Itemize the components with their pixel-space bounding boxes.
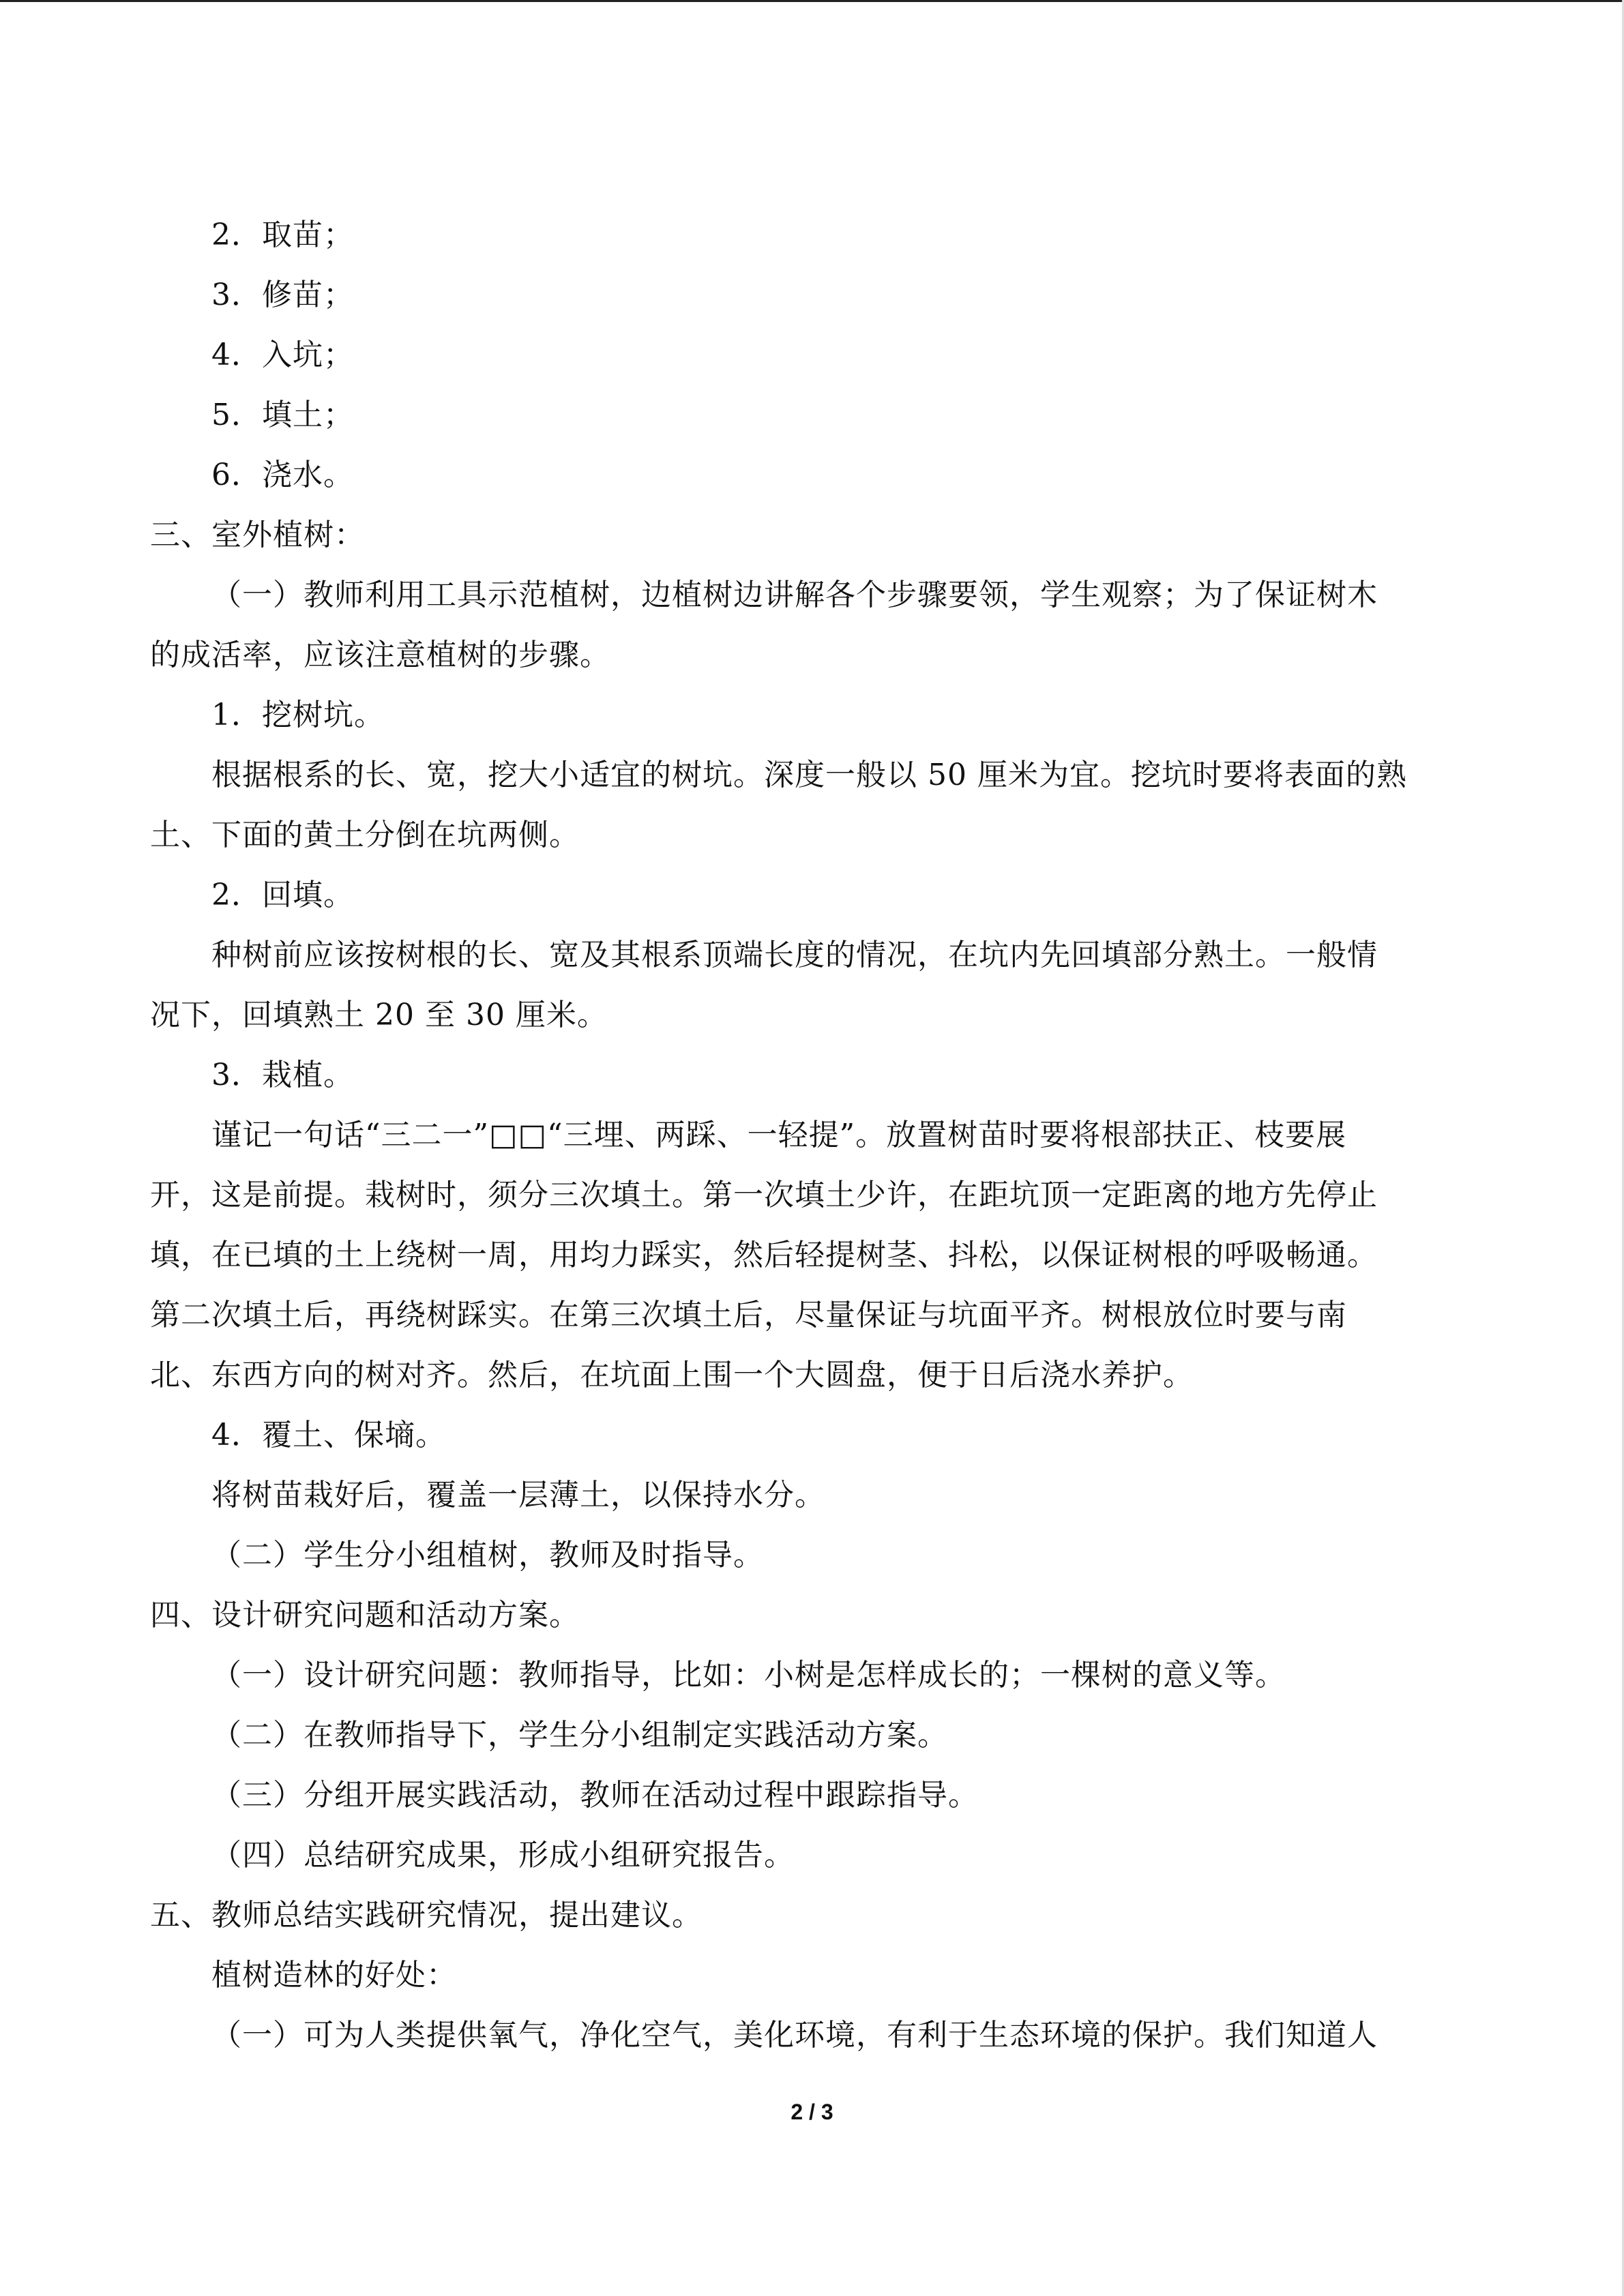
text-line: （一）可为人类提供氧气，净化空气，美化环境，有利于生态环境的保护。我们知道人 [211,2018,1378,2053]
text-line: （二）在教师指导下，学生分小组制定实践活动方案。 [211,1718,948,1753]
text-line: 的成活率，应该注意植树的步骤。 [150,638,610,672]
text-line: 北、东西方向的树对齐。然后，在坑面上围一个大圆盘，便于日后浇水养护。 [150,1358,1194,1392]
text-line: 4．入坑； [211,338,354,372]
text-line: 2．取苗； [211,218,354,252]
text-line: 填，在已填的土上绕树一周，用均力踩实，然后轻提树茎、抖松，以保证树根的呼吸畅通。 [150,1238,1378,1272]
text-line: 6．浇水。 [211,458,354,492]
section-heading: 三、室外植树： [150,518,365,552]
text-line: （二）学生分小组植树，教师及时指导。 [211,1538,764,1572]
text-line: 植树造林的好处： [211,1958,457,1993]
text-line: 况下，回填熟土 20 至 30 厘米。 [150,998,608,1032]
text-line: （一）教师利用工具示范植树，边植树边讲解各个步骤要领，学生观察；为了保证树木 [211,578,1378,612]
text-line: （一）设计研究问题：教师指导，比如：小树是怎样成长的；一棵树的意义等。 [211,1658,1286,1693]
text-line: 种树前应该按树根的长、宽及其根系顶端长度的情况，在坑内先回填部分熟土。一般情 [211,938,1378,972]
text-line: 将树苗栽好后，覆盖一层薄土，以保持水分。 [211,1478,825,1512]
top-border [0,0,1624,2]
text-line: （四）总结研究成果，形成小组研究报告。 [211,1838,795,1873]
text-line: 5．填土； [211,398,354,432]
section-heading: 五、教师总结实践研究情况，提出建议。 [150,1898,703,1933]
text-line: （三）分组开展实践活动，教师在活动过程中跟踪指导。 [211,1778,979,1813]
page-number: 2 / 3 [791,2100,833,2124]
text-line: 谨记一句话“三二一”□□“三埋、两踩、一轻提”。放置树苗时要将根部扶正、枝要展 [211,1118,1347,1152]
section-heading: 四、设计研究问题和活动方案。 [150,1598,580,1632]
text-line: 3．栽植。 [211,1058,354,1092]
text-line: 第二次填土后，再绕树踩实。在第三次填土后，尽量保证与坑面平齐。树根放位时要与南 [150,1298,1347,1332]
text-line: 4．覆土、保墒。 [211,1418,446,1452]
text-line: 2．回填。 [211,878,354,912]
text-line: 开，这是前提。栽树时，须分三次填土。第一次填土少许，在距坑顶一定距离的地方先停止 [150,1178,1378,1212]
text-line: 土、下面的黄土分倒在坑两侧。 [150,818,580,852]
text-line: 1．挖树坑。 [211,698,385,732]
text-line: 3．修苗； [211,278,354,312]
text-line: 根据根系的长、宽，挖大小适宜的树坑。深度一般以 50 厘米为宜。挖坑时要将表面的熟 [211,758,1407,792]
